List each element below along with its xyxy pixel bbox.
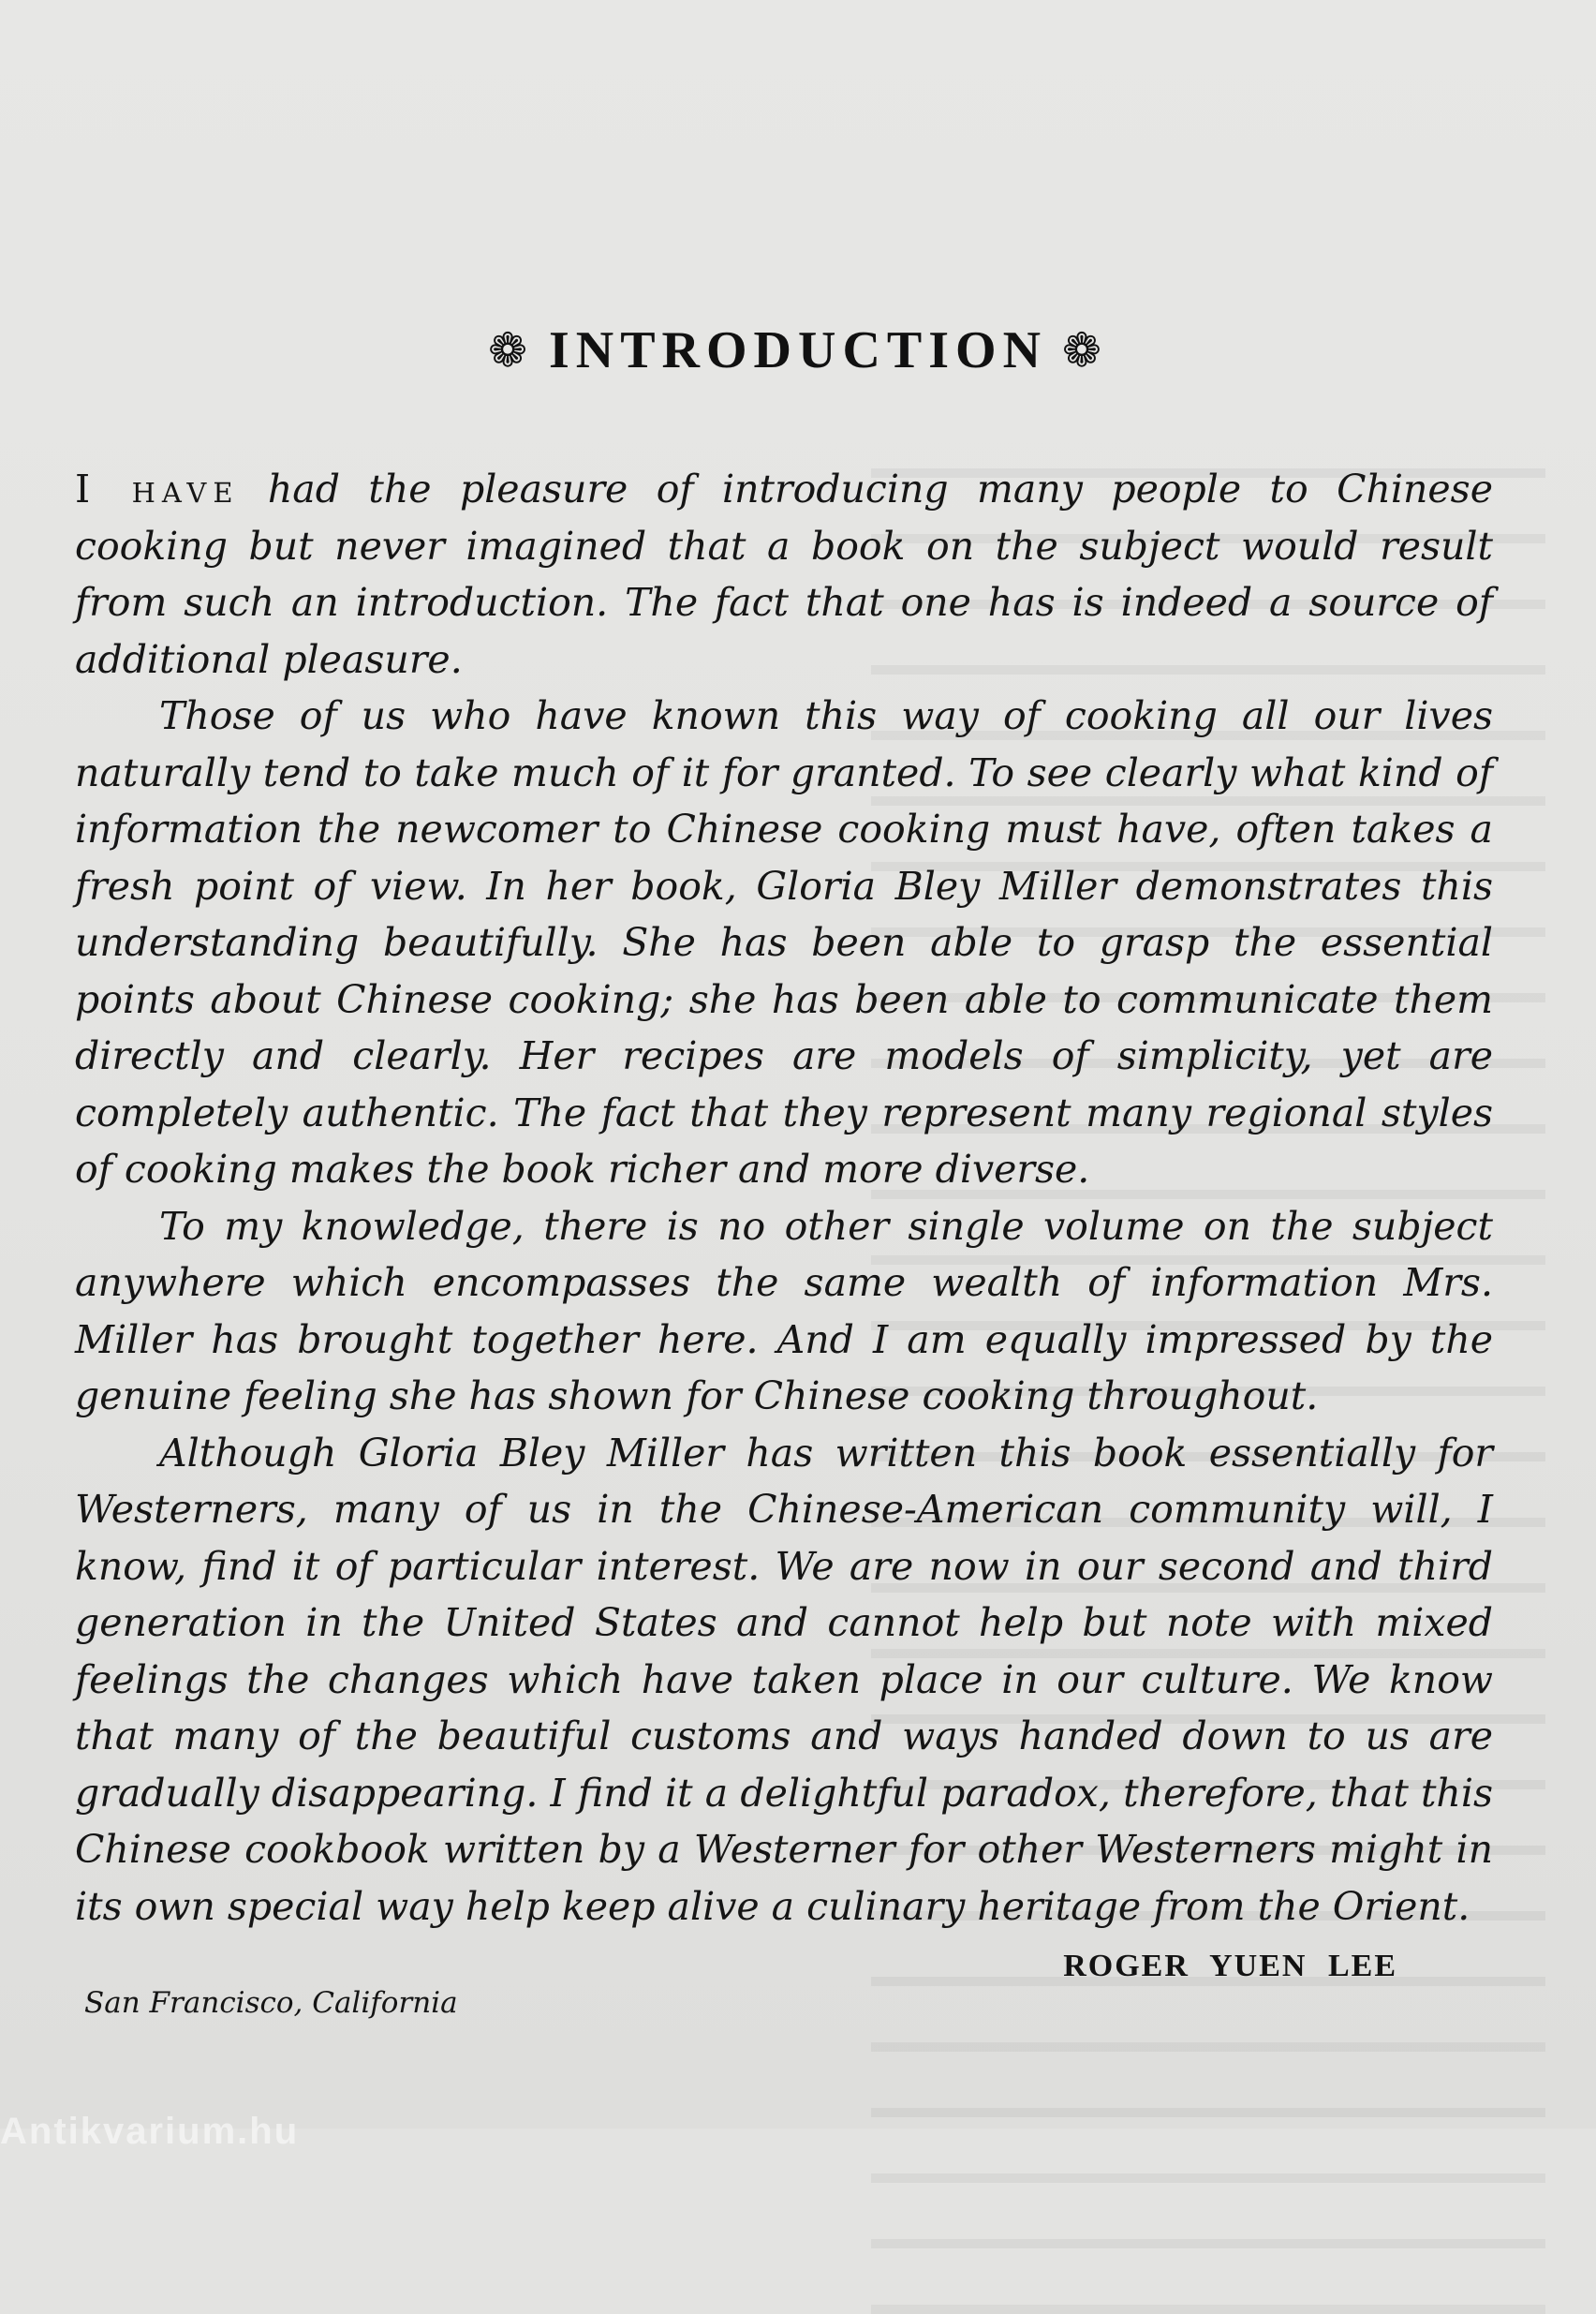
chapter-heading [0, 320, 1596, 382]
paragraph-4: Although Gloria Bley Miller has written this book essentially for Westerners, many of us in the Chinese-American community will, I know, find it of particular interest. We are now in our second and third generation in the United States and cannot help but note with mixed feelings the changes which have taken place in our culture. We know that many of the beautiful customs and ways handed down to us are gradually disappearing. I find it a delightful paradox, therefore, that this Chinese cookbook written by a Westerner for other Westerners might in its own special way help keep alive a culinary heritage from the Orient. [75, 1430, 1493, 1929]
watermark: Antikvarium.hu [0, 2111, 300, 2152]
author-signature: ROGER YUEN LEE [1063, 1949, 1397, 1983]
author-location: San Francisco, California [84, 1986, 458, 2020]
flower-ornament-icon: ❁ [488, 324, 534, 378]
paragraph-2: Those of us who have known this way of cooking all our lives naturally tend to take much of it for granted. To see clearly what kind of information the newcomer to Chinese cooking must have, often takes a fresh point of view. In her book, Gloria Bley Miller demonstrates this understanding beautifully. She has been able to grasp the essential points about Chinese cooking; she has been able to communicate them directly and clearly. Her recipes are models of simplicity, yet are completely authentic. The fact that they represent many regional styles of cooking makes the book richer and more diverse. [75, 693, 1493, 1192]
introduction-body [75, 461, 1493, 1935]
paragraph-lead-in: I have [75, 467, 240, 512]
paragraph-3: To my knowledge, there is no other single volume on the subject anywhere which encompasses the same wealth of information Mrs. Miller has brought together here. And I am equally impressed by the genuine feeling she has shown for Chinese cooking throughout. [75, 1203, 1493, 1418]
chapter-title: INTRODUCTION [548, 321, 1048, 379]
paragraph-text: had the pleasure of introducing many people to Chinese cooking but never imagined that a book on the subject would result from such an introduction. The fact that one has is indeed a source of additional pleasure. [75, 467, 1493, 682]
flower-ornament-icon: ❁ [1062, 324, 1108, 378]
paragraph-1 [75, 461, 1493, 688]
